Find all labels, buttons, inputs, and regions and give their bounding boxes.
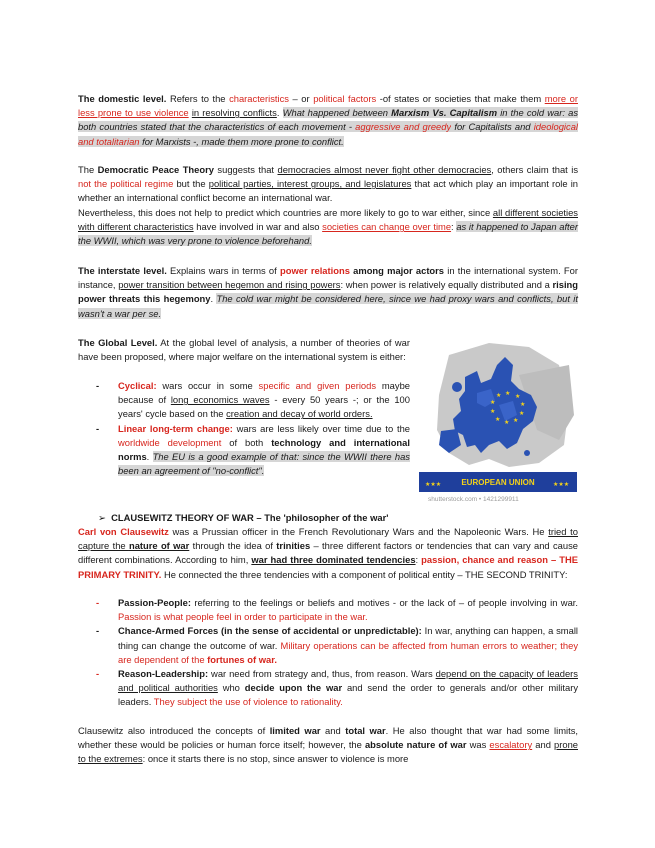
svg-text:★: ★: [515, 393, 521, 400]
arrow-bullet-icon: ➢: [98, 512, 106, 523]
clausewitz-intro-paragraph: Carl von Clausewitz was a Prussian officer in the French Revolutionary Wars and the Napoleonic Wars. He tried to capture the nature of war through the idea of trinities – three different factors or tendencies that can vary and cause different combinations. According to him, war had three dominated tendencies: passion, chance and reason – THE PRIMARY TRINITY. He connected the three tendencies with a component of political entity – THE SECOND TRINITY:: [78, 526, 578, 580]
dpt-heading: Democratic Peace Theory: [97, 164, 214, 175]
eu-banner-label: EUROPEAN UNION: [461, 478, 535, 487]
svg-text:★★★: ★★★: [553, 481, 570, 488]
second-trinity-list: [96, 596, 579, 710]
svg-text:★: ★: [505, 390, 511, 397]
svg-text:★: ★: [495, 416, 501, 423]
svg-text:★: ★: [504, 419, 510, 426]
svg-text:★: ★: [520, 401, 526, 408]
list-item-cyclical: - Cyclical: wars occur in some specific and given periods maybe because of long economics waves - every 50 years -; or the 100 years' cycle based on the creation and decay of world orders.: [96, 380, 410, 420]
svg-text:★: ★: [519, 410, 525, 417]
list-item-reason-leadership: - Reason-Leadership: war need from strategy and, thus, from reason. Wars depend on the capacity of leaders and political authorities who decide upon the war and send the order to generals and/or other military leaders. They subject the use of violence to rationality.: [96, 668, 579, 708]
svg-text:★: ★: [496, 392, 502, 399]
democratic-peace-paragraph: The Democratic Peace Theory suggests that democracies almost never fight other democracies, others claim that is not the political regime but the political parties, interest groups, and legislatures that act which play an important role in whether an international conflict become an international war.: [78, 164, 579, 204]
list-item-chance-armed-forces: - Chance-Armed Forces (in the sense of accidental or unpredictable): In war, anything can happen, a small thing can change the outcome of war. Military operations can be affected from human errors to weather; they are dependent of the fortunes of war.: [96, 625, 579, 665]
global-level-paragraph: The Global Level. At the global level of analysis, a number of theories of war have been proposed, where major welfare on the international system is either:: [78, 337, 411, 363]
clausewitz-heading-line: [98, 511, 568, 525]
list-item-linear: - Linear long-term change: wars are less likely over time due to the worldwide development of both technology and international norms. The EU is a good example of that: since the WWII there has been an agreement of "no-conflict".: [96, 422, 410, 477]
interstate-heading: The interstate level.: [78, 265, 167, 276]
domestic-heading: The domestic level.: [78, 93, 167, 104]
list-item-passion-people: - Passion-People: referring to the feelings or beliefs and motives - or the lack of – of people involving in war. Passion is what people feel in order to participate in the war.: [96, 597, 578, 623]
interstate-level-paragraph: The interstate level. Explains wars in terms of power relations among major actors in the international system. For instance, power transition between hegemon and rising powers: when power is relatively equally distributed and a rising power threats this hegemony. The cold war might be considered here, since we had proxy wars and conflicts, but it wasn't a war per se.: [78, 265, 579, 319]
global-heading: The Global Level.: [78, 337, 158, 348]
clausewitz-closing-paragraph: Clausewitz also introduced the concepts of limited war and total war. He also thought that war had some limits, whether these would be policies or human force itself; however, the absolute nature of war was escalatory and prone to the extremes: once it starts there is no stop, since answer to violence is more: [78, 725, 579, 765]
image-caption: shutterstock.com • 1421299911: [428, 496, 519, 503]
eu-map-image: [419, 335, 577, 495]
svg-text:★★★: ★★★: [425, 481, 442, 488]
global-theories-list: [96, 379, 410, 478]
dpt-nevertheless-paragraph: Nevertheless, this does not help to predict which countries are more likely to go to war either, since all different societies with different characteristics have involved in war and also societies can change over time: as it happened to Japan after the WWII, which was very prone to violence beforehand.: [78, 207, 578, 247]
svg-text:★: ★: [490, 408, 496, 415]
svg-text:★: ★: [490, 399, 496, 406]
svg-text:★: ★: [513, 417, 519, 424]
clausewitz-title: CLAUSEWITZ THEORY OF WAR – The 'philosopher of the war': [111, 512, 389, 523]
domestic-level-paragraph: The domestic level. Refers to the characteristics – or political factors -of states or societies that make them more or less prone to use violence in resolving conflicts. What happened between Marxism Vs. Capitalism in the cold war: as both countries stated that the characteristics of each movement - aggressive and greedy for Capitalists and ideological and totalitarian for Marxists -, made them more prone to conflict.: [78, 93, 579, 147]
